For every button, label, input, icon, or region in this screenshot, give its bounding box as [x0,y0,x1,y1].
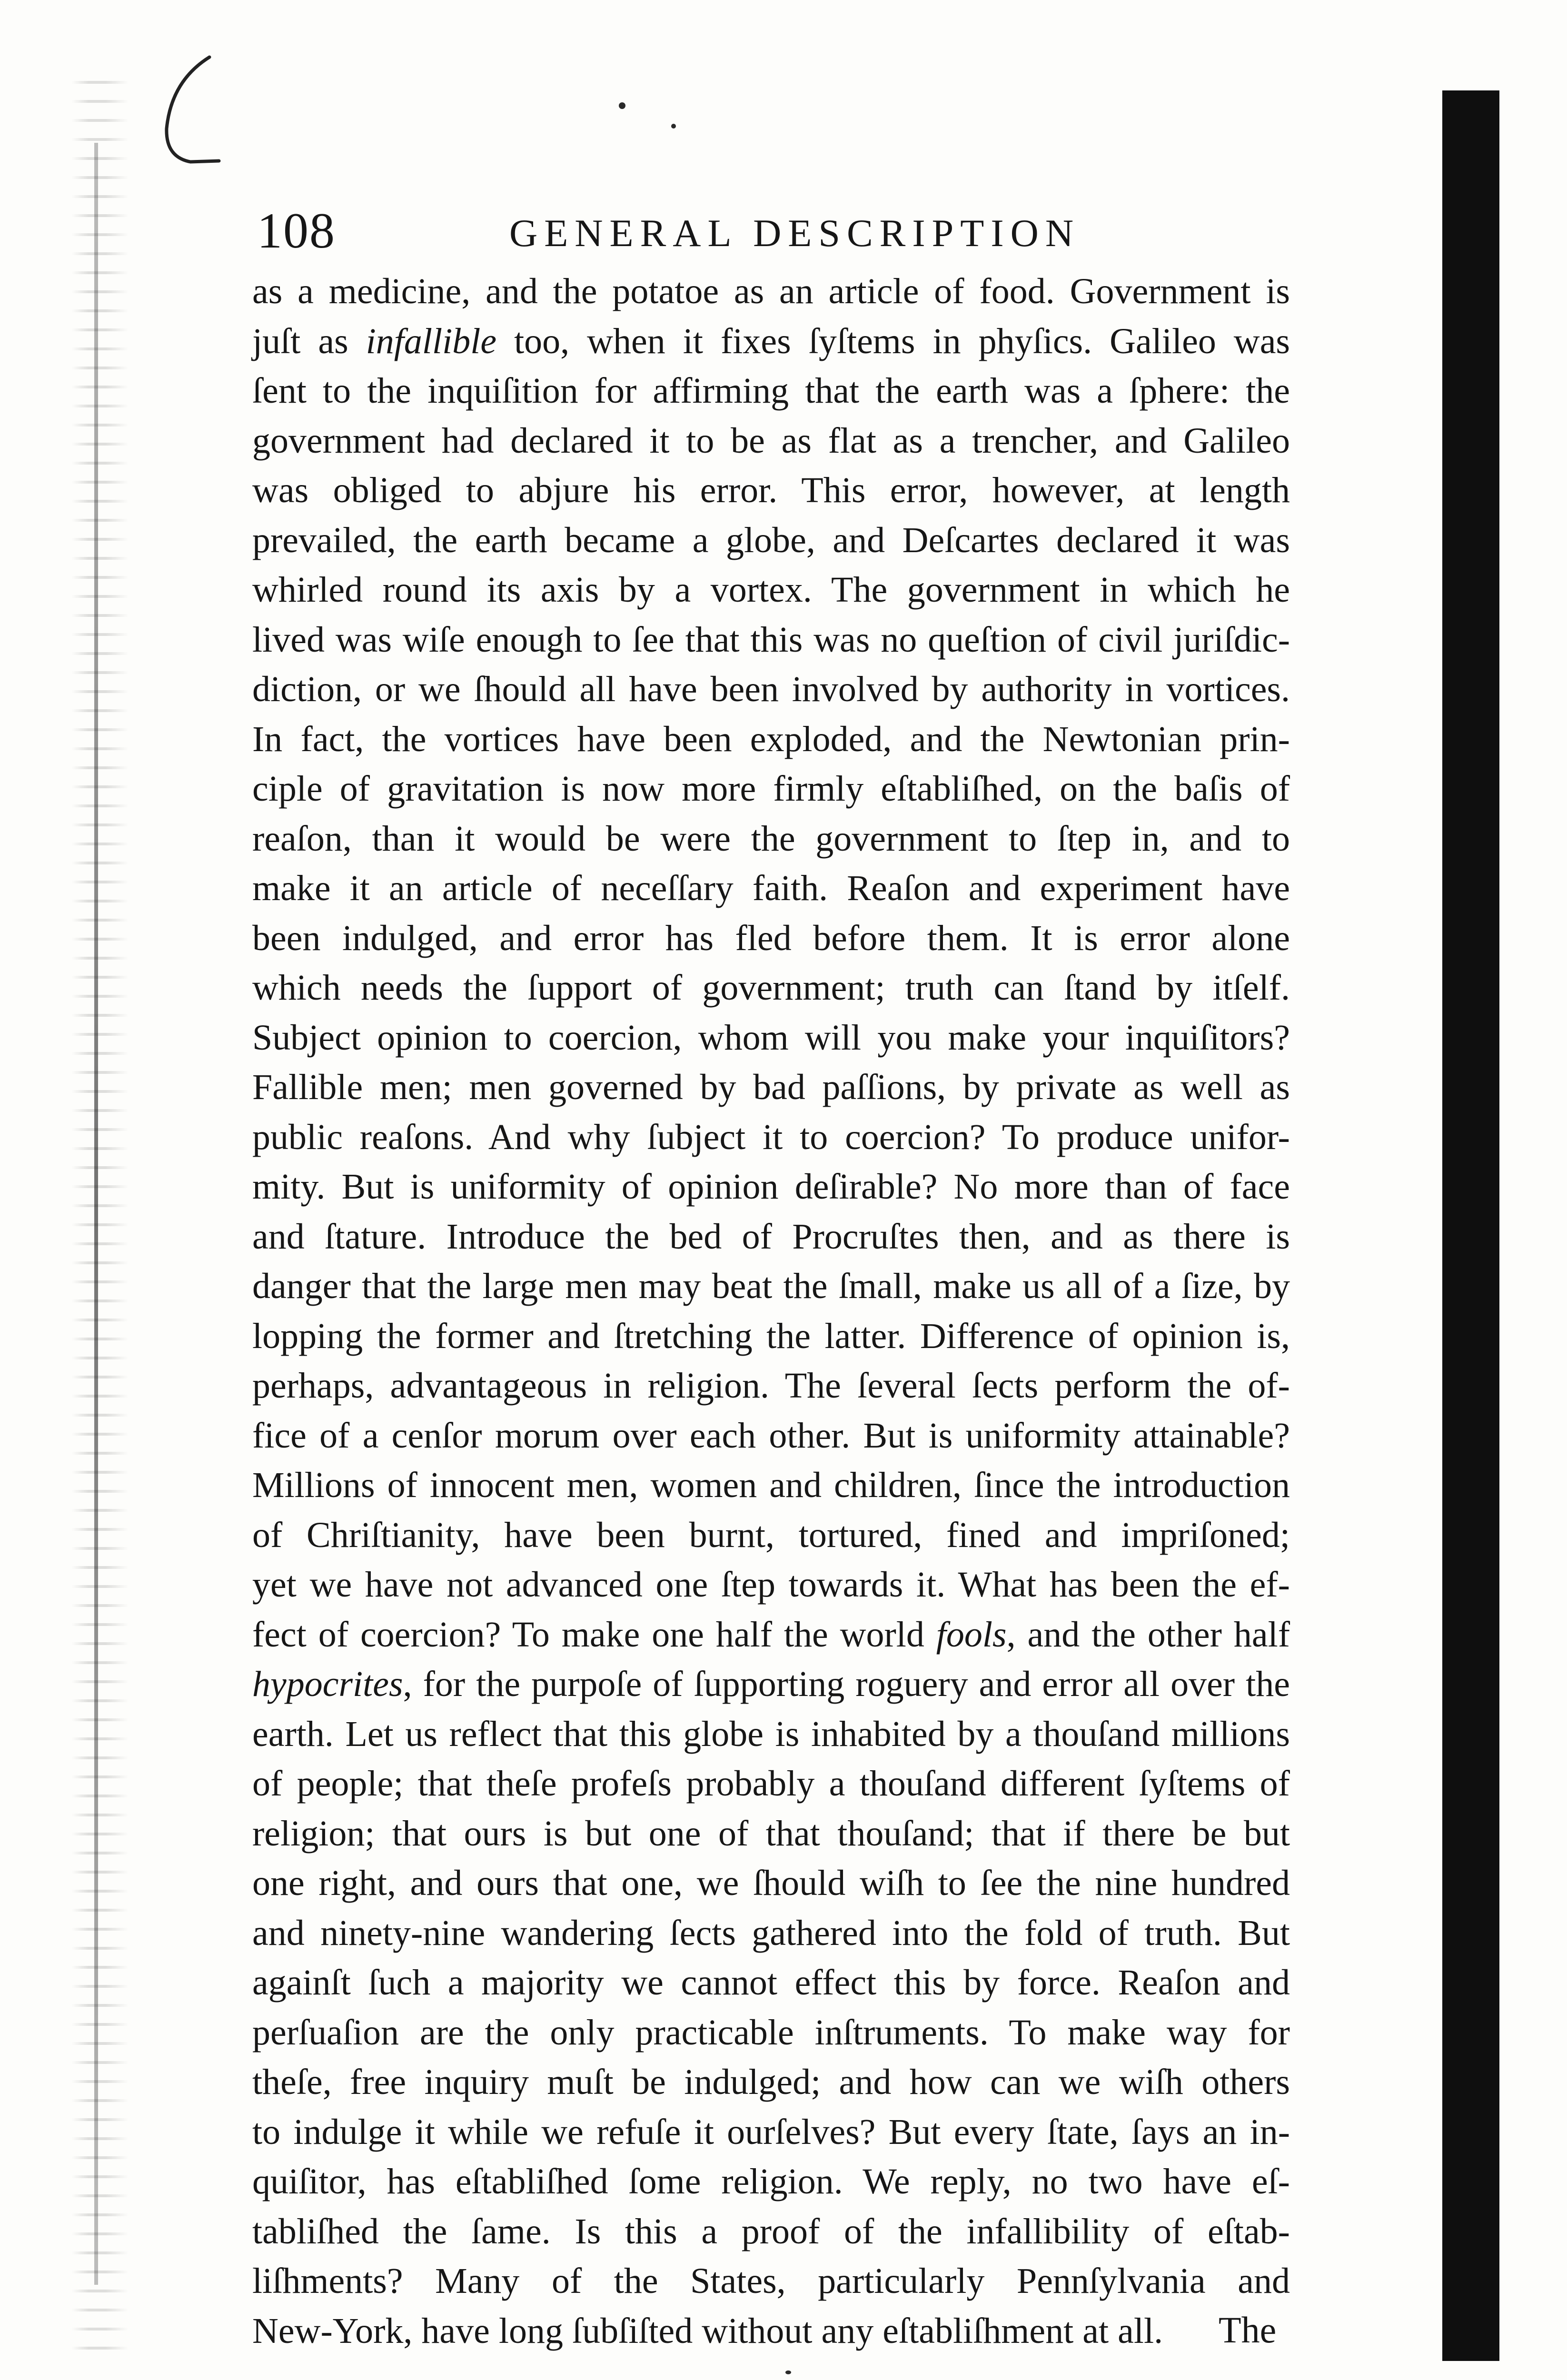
text-line: juſt as infallible too, when it fixes ſyſtems in phyſics. Galileo was [252,321,1290,361]
italic-word: hypocrites [252,1664,403,1704]
text-line: quiſitor, has eſtabliſhed ſome religion. We reply, no two have eſ- [252,2162,1290,2202]
catchword: The [1219,2309,1277,2350]
ink-speck [619,102,625,109]
text-line: New-York, have long ſubſiſted without any eſtabliſhment at all. [252,2311,1163,2351]
text-line: danger that the large men may beat the ſmall, make us all of a ſize, by [252,1266,1290,1306]
page-number: 108 [257,203,336,258]
text-line: fice of a cenſor morum over each other. But is uniformity attainable? [252,1415,1290,1456]
page-header [257,198,1295,264]
text-line: mity. But is uniformity of opinion deſirable? No more than of face [252,1167,1290,1207]
text-line: theſe, free inquiry muſt be indulged; and how can we wiſh others [252,2062,1290,2102]
text-line: which needs the ſupport of government; truth can ſtand by itſelf. [252,968,1290,1008]
body-text [252,267,1290,2356]
text-line: Millions of innocent men, women and children, ſince the introduction [252,1465,1290,1505]
text-line: make it an article of neceſſary faith. Reaſon and experiment have [252,868,1290,908]
ink-speck [785,2370,791,2374]
text-line: liſhments? Many of the States, particularly Pennſylvania and [252,2261,1290,2301]
pencil-bracket-mark [152,52,224,171]
italic-word: infallible [366,321,497,361]
italic-word: fools [936,1614,1007,1655]
text-line: been indulged, and error has fled before them. It is error alone [252,918,1290,958]
text-line: tabliſhed the ſame. Is this a proof of the infallibility of eſtab- [252,2211,1290,2251]
text-line: lived was wiſe enough to ſee that this was no queſtion of civil juriſdic- [252,619,1290,660]
text-line: In fact, the vortices have been exploded, and the Newtonian prin- [252,719,1290,759]
text-line: fect of coercion? To make one half the world fools, and the other half [252,1614,1290,1655]
text-line: was obliged to abjure his error. This error, however, at length [252,470,1290,510]
text-line: Subject opinion to coercion, whom will you make your inquiſitors? [252,1017,1290,1058]
text-line: and ſtature. Introduce the bed of Procruſtes then, and as there is [252,1216,1290,1257]
text-line: of people; that theſe profeſs probably a thouſand different ſyſtems of [252,1764,1290,1804]
text-line: as a medicine, and the potatoe as an article of food. Government is [252,271,1290,311]
text-line: yet we have not advanced one ſtep towards it. What has been the ef- [252,1565,1290,1605]
text-line: againſt ſuch a majority we cannot effect this by force. Reaſon and [252,1963,1290,2003]
binding-stitch-marks [71,81,129,2366]
text-line: hypocrites, for the purpoſe of ſupporting roguery and error all over the [252,1664,1290,1704]
text-line: government had declared it to be as flat as a trencher, and Galileo [252,420,1290,461]
gutter-shadow [94,143,98,2285]
text-line: ciple of gravitation is now more firmly eſtabliſhed, on the baſis of [252,769,1290,809]
text-line: earth. Let us reflect that this globe is inhabited by a thouſand millions [252,1714,1290,1754]
text-line: whirled round its axis by a vortex. The government in which he [252,570,1290,610]
text-line: public reaſons. And why ſubject it to coercion? To produce unifor- [252,1117,1290,1157]
text-line: reaſon, than it would be were the government to ſtep in, and to [252,818,1290,859]
text-line: diction, or we ſhould all have been involved by authority in vortices. [252,669,1290,709]
text-line: of Chriſtianity, have been burnt, tortured, fined and impriſoned; [252,1515,1290,1555]
text-line: Fallible men; men governed by bad paſſions, by private as well as [252,1067,1290,1107]
text-line: perſuaſion are the only practicable inſtruments. To make way for [252,2012,1290,2053]
ink-speck [671,124,676,129]
text-line: to indulge it while we refuſe it ourſelves? But every ſtate, ſays an in- [252,2112,1290,2152]
text-line: prevailed, the earth became a globe, and Deſcartes declared it was [252,520,1290,560]
text-line: one right, and ours that one, we ſhould wiſh to ſee the nine hundred [252,1863,1290,1903]
running-head: GENERAL DESCRIPTION [509,211,1081,255]
text-line: lopping the former and ſtretching the latter. Difference of opinion is, [252,1316,1290,1356]
text-line: ſent to the inquiſition for affirming that the earth was a ſphere: the [252,371,1290,411]
text-line: religion; that ours is but one of that thouſand; that if there be but [252,1813,1290,1854]
text-line: and ninety-nine wandering ſects gathered into the fold of truth. But [252,1913,1290,1953]
text-line: perhaps, advantageous in religion. The ſeveral ſects perform the of- [252,1366,1290,1406]
binding-edge [1442,90,1499,2361]
